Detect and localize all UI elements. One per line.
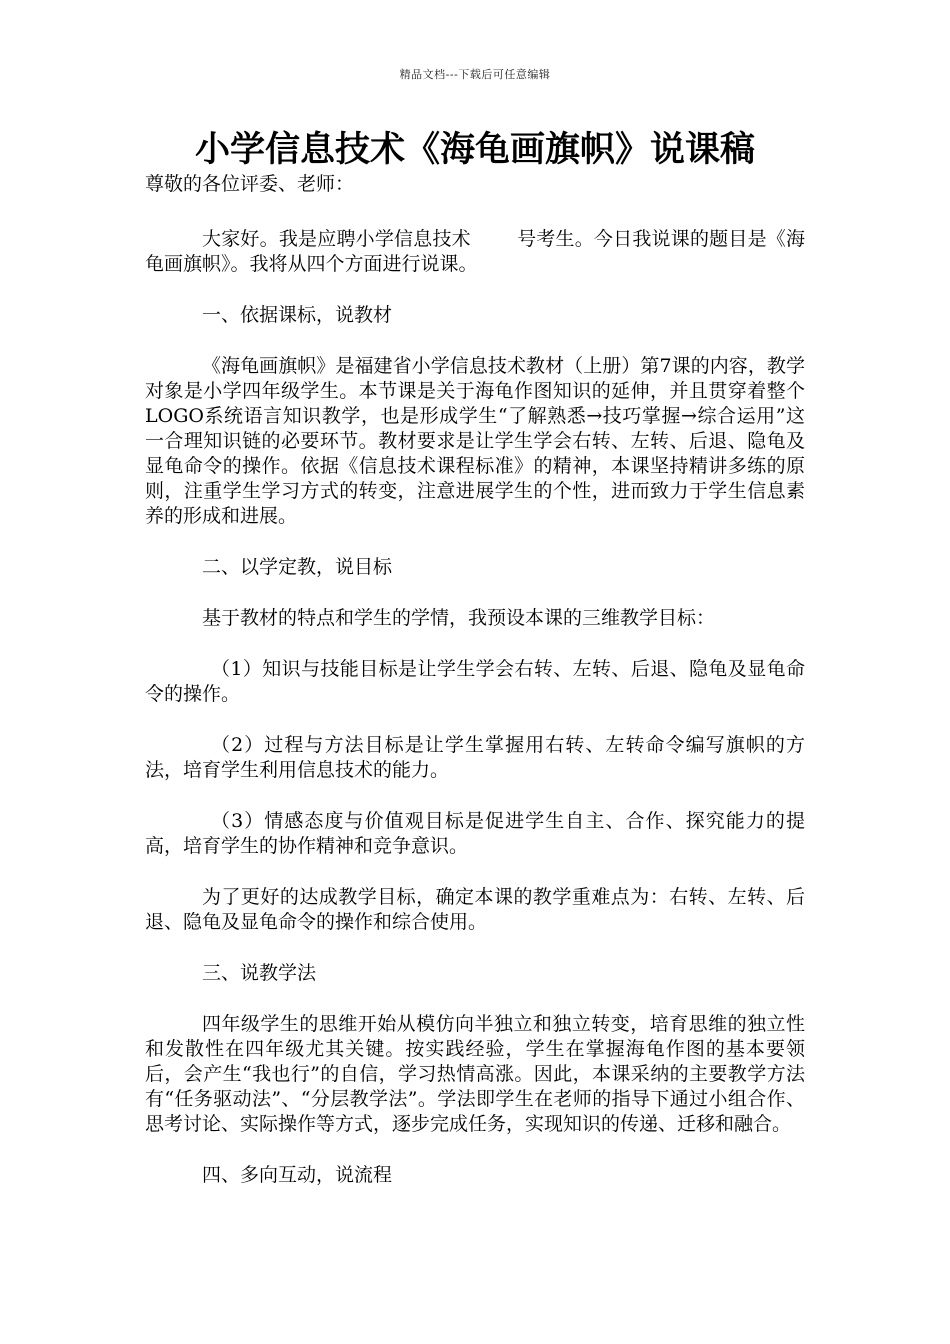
intro-part-a: 大家好。我是应聘小学信息技术 [202, 228, 471, 250]
section-4-heading: 四、多向互动，说流程 [202, 1164, 393, 1186]
section-3-heading: 三、说教学法 [202, 962, 317, 984]
section-1-heading: 一、依据课标，说教材 [202, 304, 393, 326]
document-title: 小学信息技术《海龟画旗帜》说课稿 [194, 130, 755, 170]
greeting: 尊敬的各位评委、老师： [145, 173, 355, 195]
document-body [145, 172, 805, 1214]
section-2-intro: 基于教材的特点和学生的学情，我预设本课的三维教学目标： [202, 607, 716, 629]
key-points-paragraph: 为了更好的达成教学目标，确定本课的教学重难点为：右转、左转、后退、隐龟及显龟命令的操作和综合使用。 [145, 886, 805, 933]
section-3-paragraph: 四年级学生的思维开始从模仿向半独立和独立转变，培育思维的独立性和发散性在四年级尤其关键。按实践经验，学生在掌握海龟作图的基本要领后，会产生“我也行”的自信，学习热情高涨。因此，本课采纳的主要教学方法有“任务驱动法”、“分层教学法”。学法即学生在老师的指导下通过小组合作、思考讨论、实际操作等方式，逐步完成任务，实现知识的传递、迁移和融合。 [145, 1013, 805, 1135]
section-1-paragraph: 《海龟画旗帜》是福建省小学信息技术教材（上册）第7课的内容，教学对象是小学四年级学生。本节课是关于海龟作图知识的延伸，并且贯穿着整个LOGO系统语言知识教学，也是形成学生“了解熟悉→技巧掌握→综合运用”这一合理知识链的必要环节。教材要求是让学生学会右转、左转、后退、隐龟及显龟命令的操作。依据《信息技术课程标准》的精神，本课坚持精讲多练的原则，注重学生学习方式的转变，注意进展学生的个性，进而致力于学生信息素养的形成和进展。 [145, 355, 805, 527]
header-note: 精品文档---下载后可任意编辑 [399, 68, 551, 81]
goal-1: （1）知识与技能目标是让学生学会右转、左转、后退、隐龟及显龟命令的操作。 [145, 658, 805, 705]
intro-part-b: 号考生。今日我说课的题目是《海龟画旗帜》。我将从四个方面进行说课。 [145, 228, 805, 275]
intro-paragraph [145, 227, 805, 277]
goal-2: （2）过程与方法目标是让学生掌握用右转、左转命令编写旗帜的方法，培育学生利用信息技术的能力。 [145, 734, 805, 781]
goal-3: （3）情感态度与价值观目标是促进学生自主、合作、探究能力的提高，培育学生的协作精神和竞争意识。 [145, 810, 805, 857]
section-2-heading: 二、以学定教，说目标 [202, 556, 393, 578]
